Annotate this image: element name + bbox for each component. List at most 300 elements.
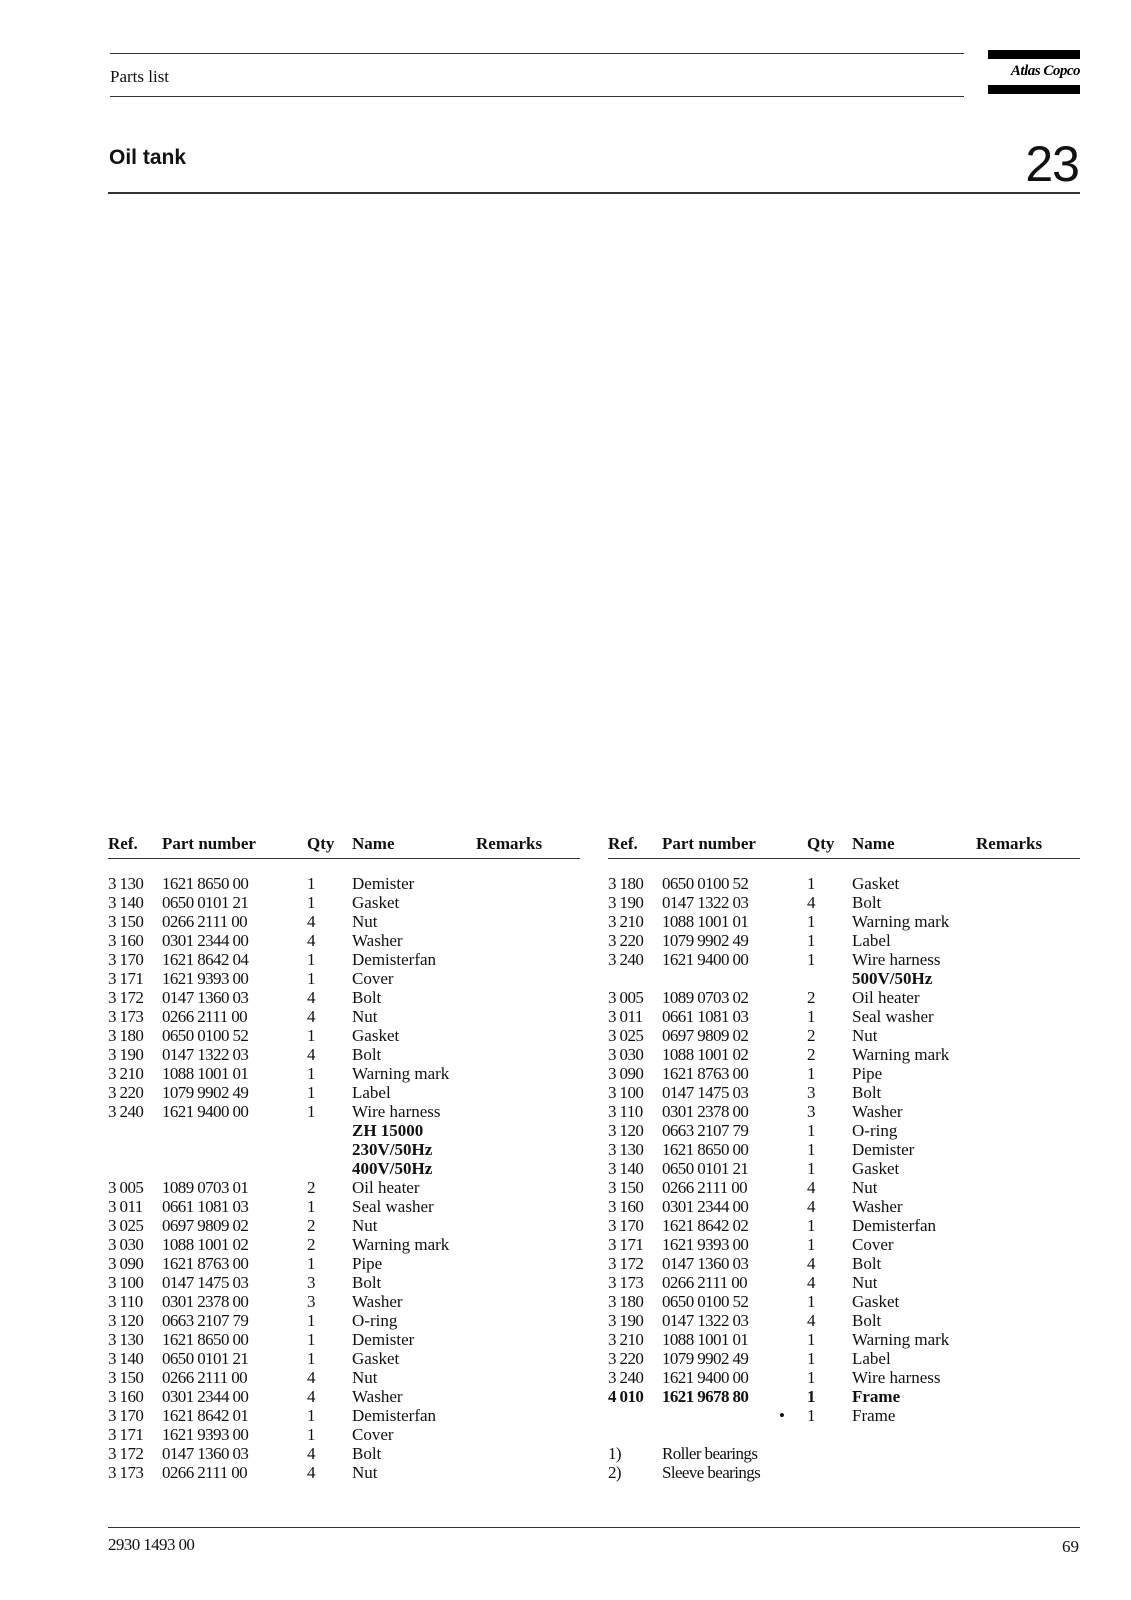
part-number-cell: 0301 2378 00 xyxy=(662,1102,749,1121)
name-cell: Gasket xyxy=(852,1292,900,1311)
name-cell: Nut xyxy=(352,1216,378,1235)
ref-cell: 2) xyxy=(608,1463,621,1482)
table-row xyxy=(108,950,580,969)
table-row xyxy=(108,912,580,931)
table-row xyxy=(108,1159,580,1178)
ref-cell: 3 160 xyxy=(108,931,144,950)
name-cell: Nut xyxy=(852,1178,878,1197)
ref-cell: 3 172 xyxy=(108,988,144,1007)
part-number-cell: 1088 1001 01 xyxy=(162,1064,249,1083)
col-ref: Ref. xyxy=(108,834,138,853)
ref-cell: 1) xyxy=(608,1444,621,1463)
name-cell: Cover xyxy=(352,1425,394,1444)
qty-cell: 1 xyxy=(807,1140,816,1159)
qty-cell: 4 xyxy=(307,931,316,950)
qty-cell: 1 xyxy=(807,1330,816,1349)
part-number-cell: 0301 2344 00 xyxy=(662,1197,749,1216)
header-bottom-rule xyxy=(110,96,964,97)
name-cell: 230V/50Hz xyxy=(352,1140,433,1159)
table-row xyxy=(608,1368,1080,1387)
qty-cell: 3 xyxy=(307,1292,316,1311)
parts-table-right xyxy=(608,834,1080,1482)
part-number-cell: 1621 9400 00 xyxy=(662,1368,749,1387)
name-cell: ZH 15000 xyxy=(352,1121,424,1140)
name-cell: Washer xyxy=(852,1102,903,1121)
footer-rule xyxy=(108,1527,1080,1528)
name-cell: Demister xyxy=(852,1140,915,1159)
qty-cell: 1 xyxy=(307,950,316,969)
ref-cell: 3 173 xyxy=(108,1007,144,1026)
qty-cell: 4 xyxy=(307,1444,316,1463)
table-row xyxy=(108,1349,580,1368)
section-title: Oil tank xyxy=(109,146,187,169)
table-row xyxy=(608,1330,1080,1349)
qty-cell: 1 xyxy=(307,1425,316,1444)
part-number-cell: 1621 9400 00 xyxy=(662,950,749,969)
part-number-cell: 1089 0703 01 xyxy=(162,1178,249,1197)
ref-cell: 3 170 xyxy=(108,950,144,969)
name-cell: Bolt xyxy=(852,893,882,912)
part-number-cell: 0697 9809 02 xyxy=(162,1216,249,1235)
ref-cell: 3 160 xyxy=(608,1197,644,1216)
part-number-cell: 1088 1001 02 xyxy=(162,1235,249,1254)
ref-cell: 3 190 xyxy=(108,1045,144,1064)
ref-cell: 3 170 xyxy=(108,1406,144,1425)
table-row xyxy=(608,1083,1080,1102)
name-cell: Wire harness xyxy=(352,1102,441,1121)
table-row xyxy=(608,1026,1080,1045)
name-cell: Bolt xyxy=(852,1254,882,1273)
name-cell: Warning mark xyxy=(852,1045,950,1064)
qty-cell: 1 xyxy=(307,1330,316,1349)
ref-cell: 3 110 xyxy=(608,1102,643,1121)
part-number-cell: 0147 1360 03 xyxy=(162,1444,249,1463)
name-cell: Label xyxy=(352,1083,391,1102)
ref-cell: 3 130 xyxy=(108,874,144,893)
qty-cell: 1 xyxy=(807,1292,816,1311)
table-row xyxy=(608,950,1080,969)
table-row xyxy=(608,931,1080,950)
ref-cell: 3 100 xyxy=(108,1273,144,1292)
name-cell: Bolt xyxy=(352,1045,382,1064)
part-number-cell: Sleeve bearings xyxy=(662,1463,761,1482)
table-row xyxy=(108,1216,580,1235)
name-cell: Gasket xyxy=(352,1026,400,1045)
table-row xyxy=(108,1463,580,1482)
col-ref: Ref. xyxy=(608,834,638,853)
qty-cell: 4 xyxy=(307,1045,316,1064)
part-number-cell: 1621 9400 00 xyxy=(162,1102,249,1121)
qty-cell: 1 xyxy=(307,1311,316,1330)
ref-cell: 3 220 xyxy=(608,931,644,950)
part-number-cell: 0266 2111 00 xyxy=(662,1178,748,1197)
name-cell: Warning mark xyxy=(352,1064,450,1083)
table-row xyxy=(608,1102,1080,1121)
ref-cell: 3 140 xyxy=(608,1159,644,1178)
table-row xyxy=(608,1235,1080,1254)
part-number-cell: 1079 9902 49 xyxy=(662,931,749,950)
section-rule xyxy=(108,192,1080,194)
qty-cell: 4 xyxy=(807,1178,816,1197)
qty-cell: 2 xyxy=(307,1216,316,1235)
table-row xyxy=(608,988,1080,1007)
name-cell: Demister xyxy=(352,1330,415,1349)
qty-cell: 4 xyxy=(307,1007,316,1026)
name-cell: Wire harness xyxy=(852,950,941,969)
qty-cell: 2 xyxy=(807,988,816,1007)
name-cell: O-ring xyxy=(352,1311,398,1330)
name-cell: Pipe xyxy=(352,1254,383,1273)
table-row xyxy=(108,1425,580,1444)
qty-cell: 4 xyxy=(807,1254,816,1273)
table-row xyxy=(108,874,580,893)
ref-cell: 3 240 xyxy=(608,1368,644,1387)
qty-cell: 4 xyxy=(807,1273,816,1292)
ref-cell: 3 210 xyxy=(608,912,644,931)
table-row xyxy=(108,1368,580,1387)
name-cell: Cover xyxy=(352,969,394,988)
ref-cell: 3 100 xyxy=(608,1083,644,1102)
part-number-cell: 1621 8763 00 xyxy=(662,1064,749,1083)
qty-cell: 1 xyxy=(807,1406,816,1425)
col-qty: Qty xyxy=(307,834,335,853)
table-row xyxy=(608,1007,1080,1026)
qty-cell: 1 xyxy=(807,912,816,931)
ref-cell: 3 011 xyxy=(608,1007,643,1026)
name-cell: Nut xyxy=(852,1273,878,1292)
table-row xyxy=(608,1292,1080,1311)
ref-cell: 3 160 xyxy=(108,1387,144,1406)
qty-cell: 1 xyxy=(307,1083,316,1102)
name-cell: Gasket xyxy=(352,1349,400,1368)
qty-cell: 1 xyxy=(307,1254,316,1273)
table-row xyxy=(608,1406,1080,1425)
qty-cell: 1 xyxy=(807,1159,816,1178)
part-number-cell: 0266 2111 00 xyxy=(162,1007,248,1026)
qty-cell: 4 xyxy=(307,1463,316,1482)
part-number-cell: 1088 1001 02 xyxy=(662,1045,749,1064)
name-cell: Nut xyxy=(352,1368,378,1387)
ref-cell: 3 130 xyxy=(608,1140,644,1159)
qty-cell: 4 xyxy=(807,893,816,912)
parts-table-left xyxy=(108,834,580,1482)
ref-cell: 3 030 xyxy=(608,1045,644,1064)
ref-cell: 3 220 xyxy=(608,1349,644,1368)
name-cell: 500V/50Hz xyxy=(852,969,933,988)
name-cell: Demisterfan xyxy=(352,1406,437,1425)
qty-cell: 1 xyxy=(807,1216,816,1235)
qty-cell: 1 xyxy=(307,1026,316,1045)
table-row xyxy=(108,1007,580,1026)
qty-cell: 1 xyxy=(307,1102,316,1121)
ref-cell: 3 140 xyxy=(108,893,144,912)
qty-cell: 4 xyxy=(307,912,316,931)
ref-cell: 3 120 xyxy=(108,1311,144,1330)
table-header xyxy=(608,834,1080,859)
name-cell: Warning mark xyxy=(852,1330,950,1349)
table-body xyxy=(608,874,1080,1482)
part-number-cell: 0147 1322 03 xyxy=(662,893,749,912)
qty-cell: 1 xyxy=(307,874,316,893)
part-number-cell: 0650 0100 52 xyxy=(662,874,749,893)
part-number-cell: 0663 2107 79 xyxy=(162,1311,249,1330)
table-row xyxy=(608,969,1080,988)
table-row xyxy=(108,1178,580,1197)
name-cell: Wire harness xyxy=(852,1368,941,1387)
table-row xyxy=(108,931,580,950)
qty-cell: 3 xyxy=(307,1273,316,1292)
qty-cell: 1 xyxy=(807,1064,816,1083)
ref-cell: 3 150 xyxy=(108,1368,144,1387)
part-number-cell: 0266 2111 00 xyxy=(162,912,248,931)
table-row xyxy=(108,969,580,988)
ref-cell: 3 171 xyxy=(108,969,144,988)
ref-cell: 3 171 xyxy=(108,1425,144,1444)
name-cell: Washer xyxy=(352,931,403,950)
table-row xyxy=(608,1045,1080,1064)
ref-cell: 3 171 xyxy=(608,1235,644,1254)
col-part-number: Part number xyxy=(662,834,756,853)
qty-cell: 4 xyxy=(307,1387,316,1406)
ref-cell: 3 005 xyxy=(108,1178,144,1197)
ref-cell: 3 090 xyxy=(108,1254,144,1273)
table-row xyxy=(108,1292,580,1311)
part-number-cell: 0301 2344 00 xyxy=(162,931,249,950)
table-row xyxy=(108,1083,580,1102)
name-cell: Cover xyxy=(852,1235,894,1254)
ref-cell: 3 172 xyxy=(608,1254,644,1273)
table-row xyxy=(608,1140,1080,1159)
part-number-cell: 0266 2111 00 xyxy=(162,1463,248,1482)
qty-cell: 1 xyxy=(807,950,816,969)
ref-cell: 3 210 xyxy=(108,1064,144,1083)
table-row xyxy=(108,1064,580,1083)
qty-cell: 1 xyxy=(807,1235,816,1254)
footer-page-number: 69 xyxy=(1062,1537,1079,1556)
part-number-cell: 1621 8642 02 xyxy=(662,1216,749,1235)
part-number-cell: 0147 1360 03 xyxy=(662,1254,749,1273)
col-part-number: Part number xyxy=(162,834,256,853)
part-number-cell: 0301 2378 00 xyxy=(162,1292,249,1311)
qty-cell: 2 xyxy=(307,1235,316,1254)
part-number-cell: 1088 1001 01 xyxy=(662,912,749,931)
col-name: Name xyxy=(852,834,895,853)
ref-cell: 3 190 xyxy=(608,1311,644,1330)
table-row xyxy=(608,1349,1080,1368)
table-row xyxy=(608,1463,1080,1482)
table-row xyxy=(108,1444,580,1463)
name-cell: Oil heater xyxy=(352,1178,420,1197)
col-name: Name xyxy=(352,834,395,853)
name-cell: Label xyxy=(852,1349,891,1368)
table-row xyxy=(108,1121,580,1140)
qty-cell: 3 xyxy=(807,1102,816,1121)
ref-cell: 3 240 xyxy=(108,1102,144,1121)
header-label: Parts list xyxy=(110,67,170,86)
part-number-cell: 0266 2111 00 xyxy=(662,1273,748,1292)
qty-cell: 1 xyxy=(307,1406,316,1425)
part-number-cell: 0697 9809 02 xyxy=(662,1026,749,1045)
ref-cell: 3 210 xyxy=(608,1330,644,1349)
name-cell: Frame xyxy=(852,1406,896,1425)
atlas-copco-logo xyxy=(988,50,1080,94)
name-cell: Gasket xyxy=(852,1159,900,1178)
table-header xyxy=(108,834,580,859)
ref-cell: 3 130 xyxy=(108,1330,144,1349)
logo-bottom-bar xyxy=(988,85,1080,94)
header-top-rule xyxy=(110,53,964,54)
part-number-cell: 0147 1475 03 xyxy=(162,1273,249,1292)
qty-cell: 4 xyxy=(307,988,316,1007)
qty-cell: 1 xyxy=(307,1349,316,1368)
table-row xyxy=(608,1444,1080,1463)
table-row xyxy=(608,1254,1080,1273)
part-number-cell: 0661 1081 03 xyxy=(662,1007,749,1026)
table-row xyxy=(608,874,1080,893)
part-number-cell: 0661 1081 03 xyxy=(162,1197,249,1216)
part-number-cell: 0147 1322 03 xyxy=(162,1045,249,1064)
part-number-cell: 1621 9678 80 xyxy=(662,1387,749,1406)
logo-wordmark: Atlas Copco xyxy=(1010,63,1080,79)
ref-cell: 3 173 xyxy=(108,1463,144,1482)
part-number-cell: 1079 9902 49 xyxy=(662,1349,749,1368)
part-number-cell: 1621 8650 00 xyxy=(162,1330,249,1349)
table-row xyxy=(608,1216,1080,1235)
qty-cell: 1 xyxy=(807,1368,816,1387)
qty-cell: 2 xyxy=(807,1026,816,1045)
name-cell: Warning mark xyxy=(852,912,950,931)
qty-cell: 2 xyxy=(807,1045,816,1064)
part-number-cell: 0650 0101 21 xyxy=(162,893,249,912)
part-number-cell: 1089 0703 02 xyxy=(662,988,749,1007)
ref-cell: 3 172 xyxy=(108,1444,144,1463)
ref-cell: 3 190 xyxy=(608,893,644,912)
part-number-cell: 0650 0100 52 xyxy=(662,1292,749,1311)
logo-top-bar xyxy=(988,50,1080,59)
table-row xyxy=(108,1197,580,1216)
table-row xyxy=(108,988,580,1007)
part-number-cell: 1621 8650 00 xyxy=(662,1140,749,1159)
table-row xyxy=(108,1273,580,1292)
name-cell: Label xyxy=(852,931,891,950)
table-row xyxy=(108,1102,580,1121)
name-cell: Seal washer xyxy=(352,1197,434,1216)
qty-cell: 4 xyxy=(807,1197,816,1216)
qty-cell: 1 xyxy=(307,1064,316,1083)
qty-cell: 4 xyxy=(307,1368,316,1387)
col-remarks: Remarks xyxy=(976,834,1043,853)
table-row xyxy=(108,1387,580,1406)
part-number-cell: Roller bearings xyxy=(662,1444,758,1463)
name-cell: Demisterfan xyxy=(852,1216,937,1235)
part-number-cell: 1079 9902 49 xyxy=(162,1083,249,1102)
ref-cell: 3 150 xyxy=(608,1178,644,1197)
part-number-cell: 1088 1001 01 xyxy=(662,1330,749,1349)
part-number-cell: 1621 8763 00 xyxy=(162,1254,249,1273)
table-row xyxy=(608,1273,1080,1292)
part-number-cell: 1621 8642 01 xyxy=(162,1406,249,1425)
part-number-cell: 0663 2107 79 xyxy=(662,1121,749,1140)
ref-cell: 3 030 xyxy=(108,1235,144,1254)
ref-cell: 3 011 xyxy=(108,1197,143,1216)
ref-cell: 3 110 xyxy=(108,1292,143,1311)
qty-cell: 1 xyxy=(807,874,816,893)
name-cell: Demisterfan xyxy=(352,950,437,969)
table-row xyxy=(108,1140,580,1159)
name-cell: 400V/50Hz xyxy=(352,1159,433,1178)
table-row xyxy=(108,893,580,912)
ref-cell: 3 180 xyxy=(108,1026,144,1045)
ref-cell: 3 025 xyxy=(608,1026,644,1045)
table-row xyxy=(608,1197,1080,1216)
name-cell: Washer xyxy=(352,1387,403,1406)
bullet-marker: • xyxy=(779,1406,785,1425)
name-cell: Bolt xyxy=(352,988,382,1007)
name-cell: Warning mark xyxy=(352,1235,450,1254)
table-row xyxy=(108,1311,580,1330)
qty-cell: 2 xyxy=(307,1178,316,1197)
table-row xyxy=(108,1026,580,1045)
table-row xyxy=(108,1254,580,1273)
ref-cell: 4 010 xyxy=(608,1387,644,1406)
name-cell: Gasket xyxy=(352,893,400,912)
col-qty: Qty xyxy=(807,834,835,853)
name-cell: Nut xyxy=(852,1026,878,1045)
table-row xyxy=(108,1045,580,1064)
part-number-cell: 0266 2111 00 xyxy=(162,1368,248,1387)
name-cell: Demister xyxy=(352,874,415,893)
footer-doc-number: 2930 1493 00 xyxy=(108,1535,195,1554)
qty-cell: 1 xyxy=(307,1197,316,1216)
ref-cell: 3 173 xyxy=(608,1273,644,1292)
part-number-cell: 1621 9393 00 xyxy=(162,1425,249,1444)
qty-cell: 1 xyxy=(307,969,316,988)
name-cell: Pipe xyxy=(852,1064,883,1083)
ref-cell: 3 025 xyxy=(108,1216,144,1235)
part-number-cell: 0301 2344 00 xyxy=(162,1387,249,1406)
ref-cell: 3 180 xyxy=(608,1292,644,1311)
col-remarks: Remarks xyxy=(476,834,543,853)
name-cell: Oil heater xyxy=(852,988,920,1007)
qty-cell: 1 xyxy=(307,893,316,912)
ref-cell: 3 220 xyxy=(108,1083,144,1102)
part-number-cell: 0147 1360 03 xyxy=(162,988,249,1007)
table-row xyxy=(108,1330,580,1349)
table-row xyxy=(608,1159,1080,1178)
table-row xyxy=(608,1178,1080,1197)
table-row xyxy=(108,1406,580,1425)
part-number-cell: 1621 9393 00 xyxy=(162,969,249,988)
part-number-cell: 1621 8650 00 xyxy=(162,874,249,893)
name-cell: Nut xyxy=(352,1463,378,1482)
ref-cell: 3 240 xyxy=(608,950,644,969)
ref-cell: 3 140 xyxy=(108,1349,144,1368)
qty-cell: 4 xyxy=(807,1311,816,1330)
table-row xyxy=(608,912,1080,931)
part-number-cell: 0147 1475 03 xyxy=(662,1083,749,1102)
table-body xyxy=(108,874,580,1482)
name-cell: Bolt xyxy=(352,1444,382,1463)
qty-cell: 1 xyxy=(807,1007,816,1026)
ref-cell: 3 120 xyxy=(608,1121,644,1140)
name-cell: Seal washer xyxy=(852,1007,934,1026)
qty-cell: 1 xyxy=(807,1387,816,1406)
ref-cell: 3 180 xyxy=(608,874,644,893)
part-number-cell: 1621 8642 04 xyxy=(162,950,249,969)
name-cell: Bolt xyxy=(352,1273,382,1292)
ref-cell: 3 150 xyxy=(108,912,144,931)
name-cell: Washer xyxy=(352,1292,403,1311)
